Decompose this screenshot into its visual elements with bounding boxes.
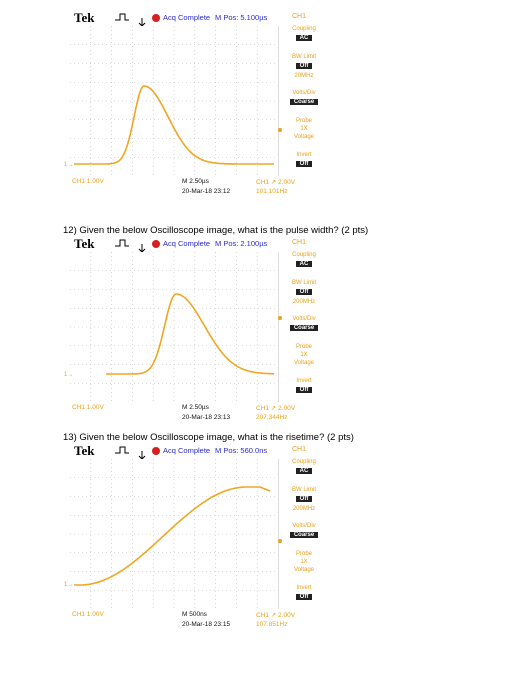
scope-footer [70, 176, 328, 202]
capture-datetime: 20-Mar-18 23:15 [182, 621, 231, 628]
scope-footer [70, 402, 328, 428]
menu-coupling-label: Coupling [292, 252, 316, 258]
menu-probe-label: Probe [295, 551, 312, 557]
acquisition-status: Acq Complete [163, 446, 211, 455]
trigger-position-arrow-icon [138, 18, 146, 26]
oscilloscope-capture-3 [64, 443, 328, 628]
ch1-waveform-trace [74, 86, 274, 164]
trigger-setting: CH1 ↗ 2.00V [256, 612, 296, 619]
timebase: M 2.50µs [182, 178, 209, 185]
trigger-position-arrow-icon [138, 244, 146, 252]
menu-probe-value: 1X [300, 126, 308, 132]
scope-header [70, 236, 328, 252]
menu-volts-div-label: Volts/Div [292, 523, 316, 529]
trigger-edge-icon [114, 445, 130, 455]
acquisition-status-icon [152, 14, 160, 22]
menu-bw-freq: 20MHz [294, 73, 314, 79]
oscilloscope-capture-2 [64, 236, 328, 421]
brand-logo: Tek [74, 443, 95, 458]
menu-probe-type: Voltage [293, 360, 315, 366]
waveform-svg [70, 459, 278, 609]
menu-bw-limit-label: BW Limit [292, 280, 316, 286]
menu-probe-type: Voltage [293, 567, 315, 573]
frequency-readout: 207.344Hz [256, 414, 288, 421]
waveform-svg [70, 26, 278, 176]
question-13: 13) Given the below Oscilloscope image, what is the risetime? (2 pts) [63, 432, 354, 443]
channel-menu [280, 26, 328, 176]
menu-bw-limit-label: BW Limit [292, 54, 316, 60]
scope-header [70, 443, 328, 459]
frequency-readout: 107.851Hz [256, 621, 288, 628]
capture-datetime: 20-Mar-18 23:12 [182, 188, 231, 195]
menu-volts-div-label: Volts/Div [292, 90, 316, 96]
horizontal-position: M Pos: 2.100µs [215, 239, 268, 248]
menu-bw-limit-value[interactable]: Off [296, 63, 312, 69]
question-12: 12) Given the below Oscilloscope image, what is the pulse width? (2 pts) [63, 225, 369, 236]
trigger-edge-icon [114, 238, 130, 248]
menu-volts-div-value[interactable]: Coarse [290, 532, 318, 538]
channel-menu [280, 252, 328, 402]
menu-coupling-value[interactable]: AC [296, 261, 312, 267]
menu-coupling-value[interactable]: AC [296, 35, 312, 41]
menu-probe-type: Voltage [293, 134, 315, 140]
menu-invert-label: Invert [296, 585, 312, 591]
menu-invert-label: Invert [296, 152, 312, 158]
menu-bw-limit-value[interactable]: Off [296, 289, 312, 295]
trigger-edge-icon [114, 12, 130, 22]
channel-label: CH1 [292, 446, 307, 453]
menu-coupling-label: Coupling [292, 26, 316, 32]
oscilloscope-capture-1 [64, 10, 328, 195]
menu-invert-value[interactable]: Off [296, 387, 312, 393]
timebase: M 2.50µs [182, 404, 209, 411]
waveform-display [64, 252, 279, 402]
brand-logo: Tek [74, 236, 95, 251]
waveform-display [64, 459, 279, 609]
menu-bw-limit-label: BW Limit [292, 487, 316, 493]
ground-level-marker: 1→ [64, 372, 74, 378]
menu-volts-div-label: Volts/Div [292, 316, 316, 322]
ground-level-marker: 1→ [64, 582, 74, 588]
scope-footer [70, 609, 328, 635]
trigger-setting: CH1 ↗ 2.00V [256, 405, 296, 412]
menu-invert-label: Invert [296, 378, 312, 384]
menu-bw-freq: 200MHz [292, 299, 316, 305]
trigger-position-arrow-icon [138, 451, 146, 459]
acquisition-status-icon [152, 447, 160, 455]
ch1-scale: CH1 1.00V [72, 178, 104, 185]
ch1-scale: CH1 1.00V [72, 404, 104, 411]
waveform-display [64, 26, 279, 176]
ground-level-marker: 1→ [64, 162, 74, 168]
ch1-waveform-trace [74, 487, 270, 585]
menu-volts-div-value[interactable]: Coarse [290, 99, 318, 105]
horizontal-position: M Pos: 560.0ns [215, 446, 268, 455]
menu-probe-value: 1X [300, 352, 308, 358]
menu-coupling-value[interactable]: AC [296, 468, 312, 474]
menu-invert-value[interactable]: Off [296, 594, 312, 600]
acquisition-status: Acq Complete [163, 239, 211, 248]
menu-probe-label: Probe [295, 118, 312, 124]
channel-label: CH1 [292, 13, 307, 20]
scope-header [70, 10, 328, 26]
menu-invert-value[interactable]: Off [296, 161, 312, 167]
menu-bw-limit-value[interactable]: Off [296, 496, 312, 502]
horizontal-position: M Pos: 5.100µs [215, 13, 268, 22]
ch1-waveform-trace [106, 294, 274, 374]
acquisition-status-icon [152, 240, 160, 248]
menu-volts-div-value[interactable]: Coarse [290, 325, 318, 331]
brand-logo: Tek [74, 10, 95, 25]
menu-coupling-label: Coupling [292, 459, 316, 465]
channel-label: CH1 [292, 239, 307, 246]
acquisition-status: Acq Complete [163, 13, 211, 22]
capture-datetime: 20-Mar-18 23:13 [182, 414, 231, 421]
menu-probe-value: 1X [300, 559, 308, 565]
trigger-setting: CH1 ↗ 2.00V [256, 179, 296, 186]
menu-bw-freq: 200MHz [292, 506, 316, 512]
ch1-scale: CH1 1.00V [72, 611, 104, 618]
menu-probe-label: Probe [295, 344, 312, 350]
timebase: M 500ns [182, 611, 207, 618]
channel-menu [280, 459, 328, 609]
waveform-svg [70, 252, 278, 402]
frequency-readout: 101.101Hz [256, 188, 288, 195]
